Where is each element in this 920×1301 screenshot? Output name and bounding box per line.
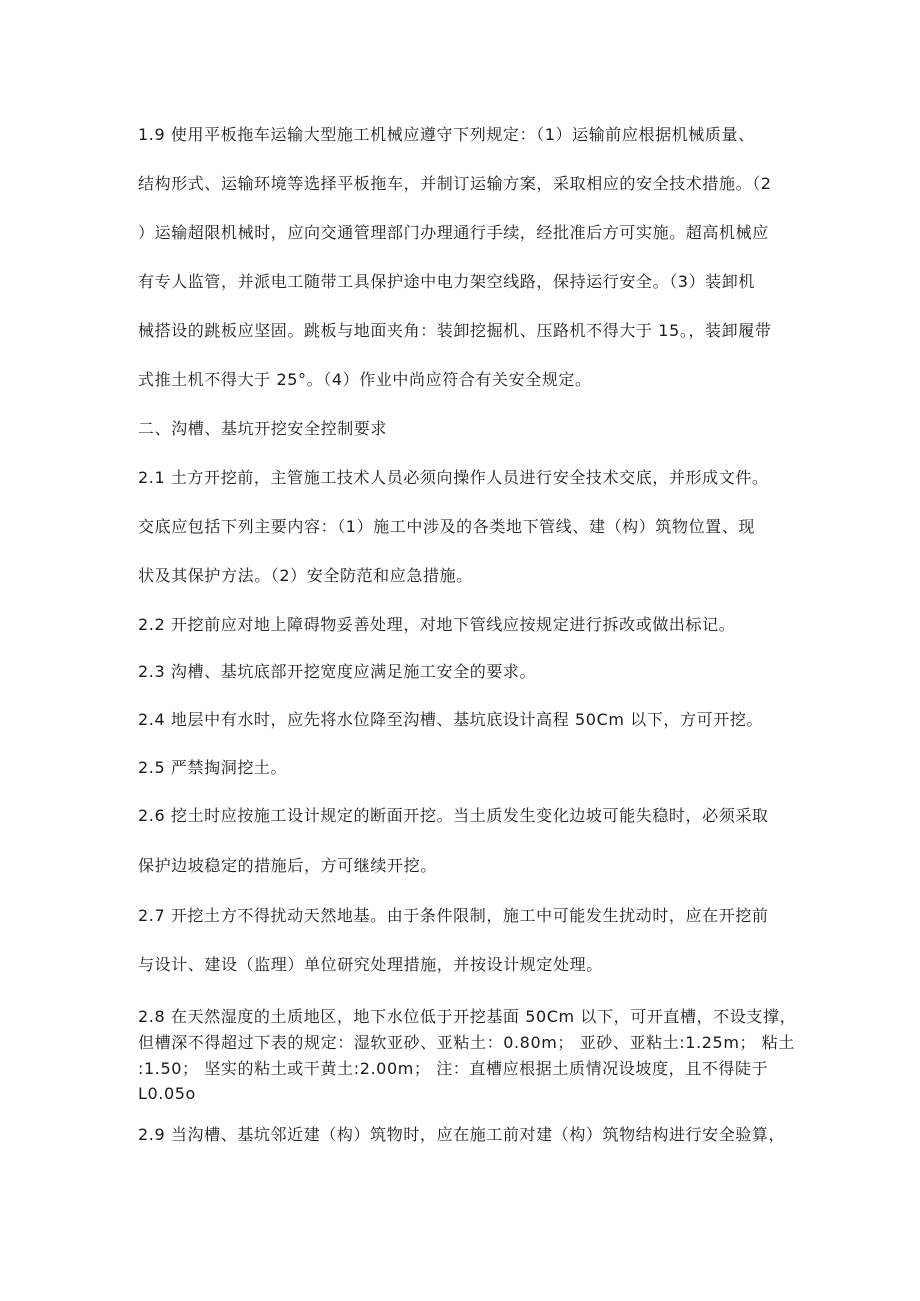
text-line: 2.2 开挖前应对地上障碍物妥善处理，对地下管线应按规定进行拆改或做出标记。 [138,615,736,634]
text-line: 交底应包括下列主要内容：（1）施工中涉及的各类地下管线、建（构）筑物位置、现 [138,517,755,536]
text-line: 2.5 严禁掏洞挖土。 [138,758,288,777]
text-line: 2.7 开挖土方不得扰动天然地基。由于条件限制，施工中可能发生扰动时，应在开挖前 [138,906,769,925]
text-line: 2.1 土方开挖前，主管施工技术人员必须向操作人员进行安全技术交底，并形成文件。 [138,468,769,487]
text-line: 与设计、建设（监理）单位研究处理措施，并按设计规定处理。 [138,955,603,974]
text-line: 2.9 当沟槽、基坑邻近建（构）筑物时，应在施工前对建（构）筑物结构进行安全验算， [138,1125,786,1144]
text-line: 结构形式、运输环境等选择平板拖车，并制订运输方案，采取相应的安全技术措施。（2 [138,174,772,193]
text-line: 保护边坡稳定的措施后，方可继续开挖。 [138,856,437,875]
text-line: 状及其保护方法。（2）安全防范和应急措施。 [138,566,473,585]
text-line: 1.9 使用平板拖车运输大型施工机械应遵守下列规定：（1）运输前应根据机械质量、 [138,125,755,144]
text-line: 有专人监管，并派电工随带工具保护途中电力架空线路，保持运行安全。（3）装卸机 [138,272,755,291]
text-line: ）运输超限机械时，应向交通管理部门办理通行手续，经批准后方可实施。超高机械应 [138,223,769,242]
text-line: :1.50； 坚实的粘土或干黄土:2.00m； 注：直槽应根据土质情况设坡度，且不得陡于 [138,1059,769,1078]
text-line: 式推土机不得大于 25°。（4）作业中尚应符合有关安全规定。 [138,370,592,389]
text-line: 2.3 沟槽、基坑底部开挖宽度应满足施工安全的要求。 [138,662,537,681]
text-line: 2.8 在天然湿度的土质地区，地下水位低于开挖基面 50Cm 以下，可开直槽，不设支撑， [138,1007,797,1026]
text-line: 械搭设的跳板应坚固。跳板与地面夹角：装卸挖掘机、压路机不得大于 15。，装卸履带 [138,321,772,340]
text-line: 但槽深不得超过下表的规定：湿软亚砂、亚粘土：0.80m； 亚砂、亚粘土:1.25m； 粘土 [138,1033,795,1052]
text-line: L0.05o [138,1084,196,1103]
text-line: 2.4 地层中有水时，应先将水位降至沟槽、基坑底设计高程 50Cm 以下，方可开挖。 [138,710,764,729]
section-heading: 二、沟槽、基坑开挖安全控制要求 [138,419,388,438]
text-line: 2.6 挖土时应按施工设计规定的断面开挖。当土质发生变化边坡可能失稳时，必须采取 [138,806,769,825]
